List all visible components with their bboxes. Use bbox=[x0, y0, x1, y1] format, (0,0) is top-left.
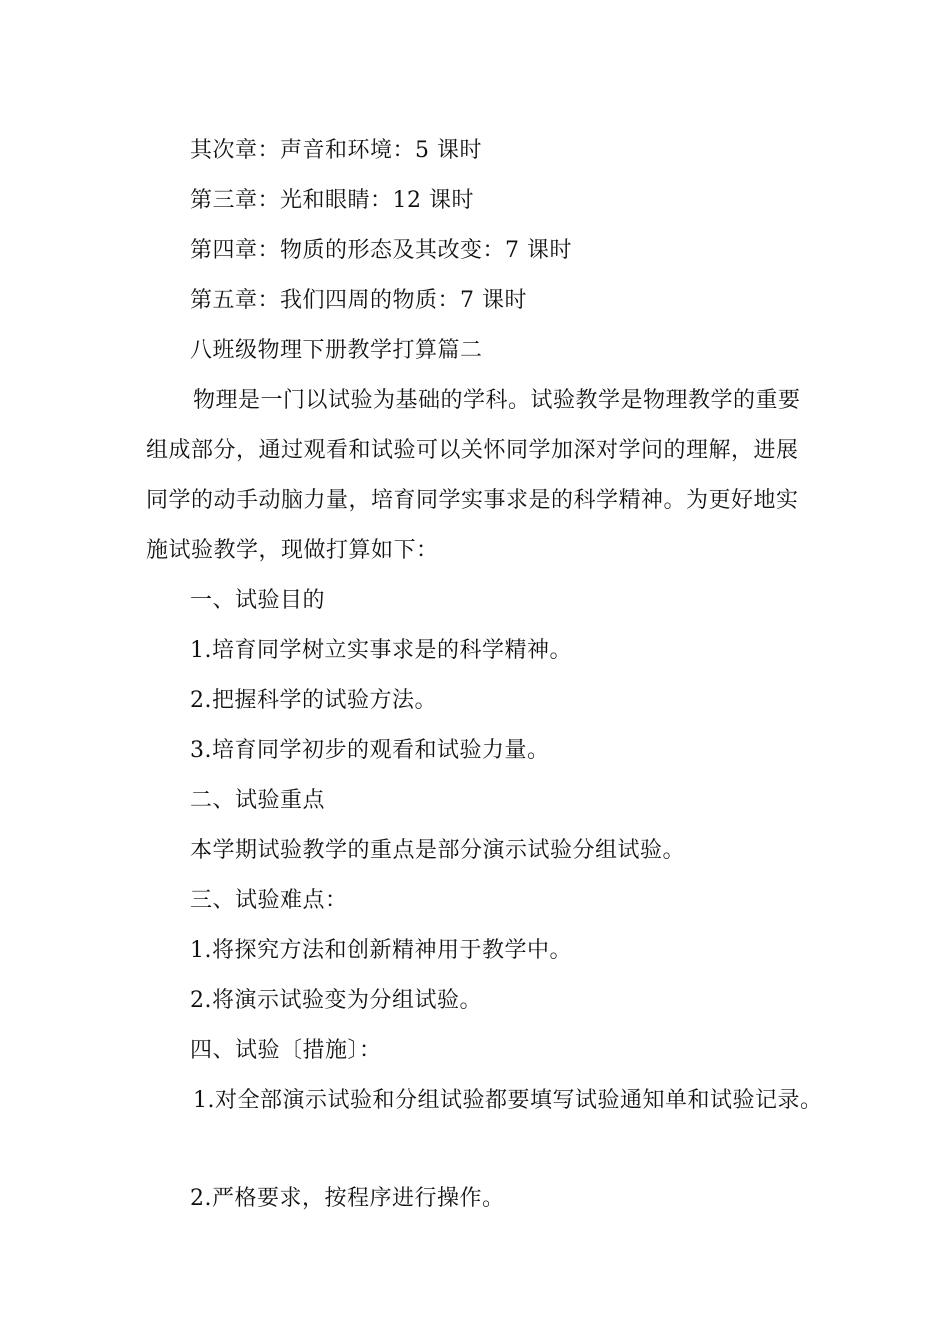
schedule-line-chapter-5: 第五章：我们四周的物质：7 课时 bbox=[190, 288, 527, 313]
schedule-line-chapter-4: 第四章：物质的形态及其改变：7 课时 bbox=[190, 238, 572, 263]
intro-paragraph-line-2: 组成部分，通过观看和试验可以关怀同学加深对学问的理解，进展 bbox=[146, 438, 799, 463]
measure-item-2: 2.严格要求，按程序进行操作。 bbox=[190, 1186, 505, 1211]
schedule-line-chapter-2: 其次章：声音和环境：5 课时 bbox=[190, 138, 482, 163]
intro-paragraph-line-1: 物理是一门以试验为基础的学科。试验教学是物理教学的重要 bbox=[193, 388, 801, 413]
measure-item-1: 1.对全部演示试验和分组试验都要填写试验通知单和试验记录。 bbox=[193, 1088, 823, 1113]
difficulty-item-1: 1.将探究方法和创新精神用于教学中。 bbox=[190, 938, 572, 963]
goal-item-3: 3.培育同学初步的观看和试验力量。 bbox=[190, 738, 550, 763]
intro-paragraph-line-4: 施试验教学，现做打算如下： bbox=[146, 538, 439, 563]
schedule-line-chapter-3: 第三章：光和眼睛：12 课时 bbox=[190, 188, 474, 213]
heading-experiment-difficulties: 三、试验难点： bbox=[190, 888, 348, 913]
goal-item-2: 2.把握科学的试验方法。 bbox=[190, 688, 437, 713]
heading-experiment-goals: 一、试验目的 bbox=[190, 588, 326, 613]
goal-item-1: 1.培育同学树立实事求是的科学精神。 bbox=[190, 638, 572, 663]
heading-experiment-focus: 二、试验重点 bbox=[190, 788, 326, 813]
focus-item-1: 本学期试验教学的重点是部分演示试验分组试验。 bbox=[190, 838, 686, 863]
difficulty-item-2: 2.将演示试验变为分组试验。 bbox=[190, 988, 482, 1013]
section-title: 八班级物理下册教学打算篇二 bbox=[190, 338, 483, 363]
heading-experiment-measures: 四、试验〔措施〕： bbox=[190, 1038, 382, 1063]
intro-paragraph-line-3: 同学的动手动脑力量，培育同学实事求是的科学精神。为更好地实 bbox=[146, 488, 799, 513]
